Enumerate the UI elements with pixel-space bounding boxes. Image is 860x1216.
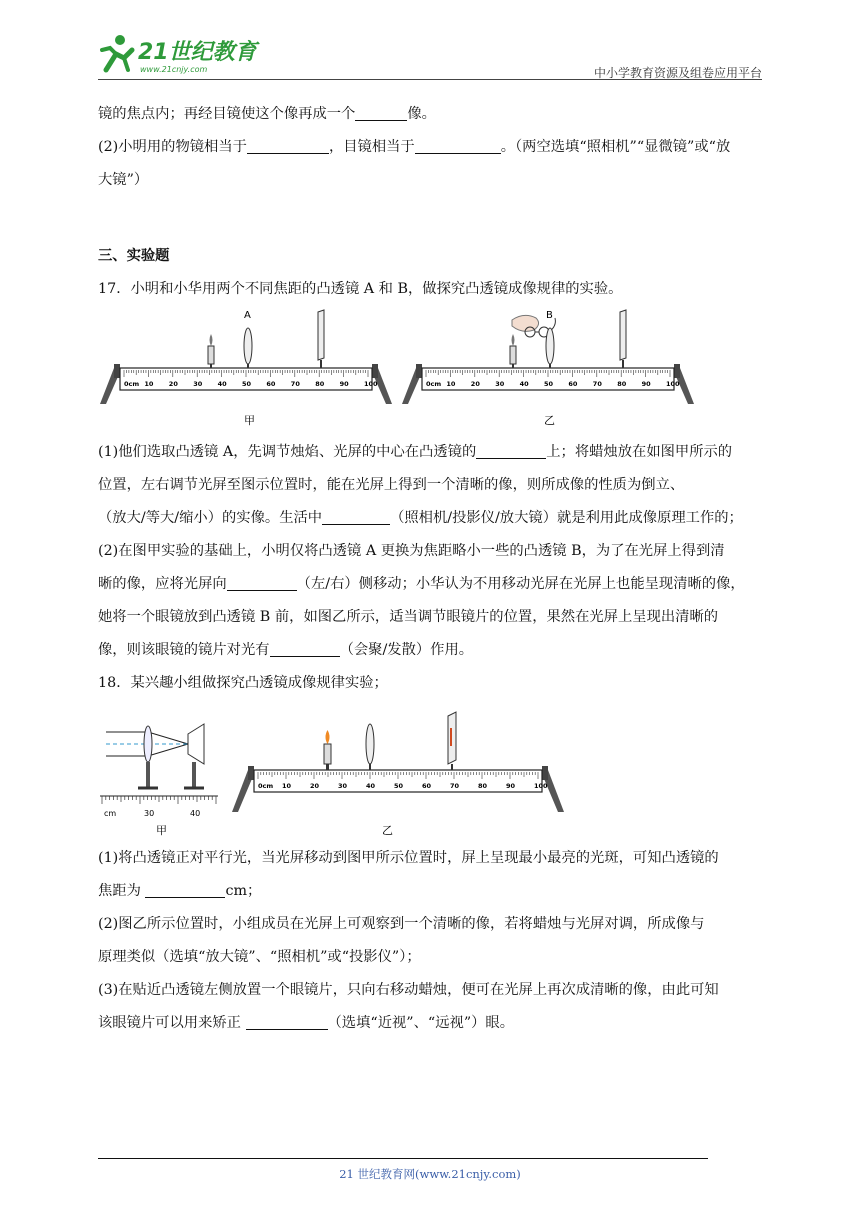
ruler-label: 70	[450, 782, 460, 790]
ruler-label: 30	[338, 782, 348, 790]
text-line	[98, 502, 768, 535]
ruler-label: 40	[217, 380, 227, 388]
ruler-label: 0cm	[258, 782, 274, 790]
text-segment: （会聚/发散）作用。	[339, 642, 474, 658]
runner-icon	[102, 35, 132, 70]
figure-label-jia: 甲	[244, 414, 255, 427]
text-segment: cm；	[225, 883, 262, 899]
text-segment: 。（两空选填“照相机”“显微镜”或“放	[500, 139, 731, 155]
answer-blank[interactable]	[247, 137, 329, 154]
candle-jia	[208, 334, 214, 368]
scale-label: 40	[190, 809, 201, 818]
q18-figure	[98, 710, 578, 840]
text-segment: 像。	[407, 106, 436, 122]
text-segment: (1)他们选取凸透镜 A，先调节烛焰、光屏的中心在凸透镜的	[98, 444, 477, 460]
text-segment: （照相机/投影仪/放大镜）就是利用此成像原理工作的；	[390, 510, 743, 526]
text-segment: (2)小明用的物镜相当于	[98, 139, 247, 155]
convex-lens	[144, 726, 152, 762]
text-line	[98, 941, 768, 974]
text-line	[98, 842, 768, 875]
answer-blank[interactable]	[145, 881, 225, 898]
ruler-label: 30	[495, 380, 505, 388]
ruler-label: 10	[282, 782, 292, 790]
convex-lens-a	[244, 310, 252, 368]
section-title: 三、实验题	[98, 248, 170, 264]
question-18-body	[98, 842, 768, 1040]
ruler-label: 0cm	[124, 380, 140, 388]
ruler-label: 90	[641, 380, 651, 388]
candle-yi	[510, 334, 516, 368]
optical-bench-yi	[402, 310, 694, 427]
text-line	[98, 164, 768, 197]
ruler-label: 100	[364, 380, 378, 388]
text-segment: （左/右）侧移动；小华认为不用移动光屏在光屏上也能呈现清晰的像，	[296, 576, 745, 592]
ruler-label: 100	[666, 380, 680, 388]
ruler-label: 10	[144, 380, 154, 388]
text-line	[98, 568, 768, 601]
question-17-body	[98, 436, 768, 700]
text-segment: ，目镜相当于	[328, 139, 415, 155]
lens-label-b: B	[546, 310, 553, 321]
q17-figure	[98, 302, 708, 430]
answer-blank[interactable]	[355, 104, 407, 121]
text-segment: (1)将凸透镜正对平行光，当光屏移动到图甲所示位置时，屏上呈现最小最亮的光斑，可知凸透镜的	[98, 850, 719, 866]
ruler-label: 60	[266, 380, 276, 388]
ruler-label: 80	[617, 380, 627, 388]
text-line	[98, 131, 768, 164]
ruler-label: 50	[394, 782, 404, 790]
answer-blank[interactable]	[415, 137, 501, 154]
text-line	[98, 469, 768, 502]
ruler-label: 90	[506, 782, 516, 790]
ruler-label: 50	[544, 380, 554, 388]
ruler-label: 20	[310, 782, 320, 790]
text-segment: 上；将蜡烛放在如图甲所示的	[546, 444, 733, 460]
text-line	[98, 535, 768, 568]
figure-label-jia: 甲	[156, 824, 167, 837]
scale-unit: cm	[104, 809, 117, 818]
site-logo	[98, 32, 268, 76]
text-segment: 大镜”）	[98, 172, 149, 188]
convex-lens-b	[546, 310, 554, 368]
text-line	[98, 436, 768, 469]
ruler-label: 0cm	[426, 380, 442, 388]
figure-label-yi: 乙	[544, 414, 555, 427]
light-screen-yi	[620, 310, 626, 368]
text-line	[98, 601, 768, 634]
page-header	[98, 30, 762, 78]
ruler-label: 50	[242, 380, 252, 388]
answer-blank[interactable]	[227, 574, 297, 591]
scale-label: 30	[144, 809, 155, 818]
text-line	[98, 908, 768, 941]
ruler-label: 40	[366, 782, 376, 790]
text-line	[98, 634, 768, 667]
ruler-label: 60	[568, 380, 578, 388]
logo-url: www.21cnjy.com	[140, 65, 208, 74]
lit-candle-icon	[324, 730, 331, 770]
optical-bench-yi	[232, 712, 564, 837]
text-segment: （放大/等大/缩小）的实像。生活中	[98, 510, 323, 526]
text-segment: (3)在贴近凸透镜左侧放置一个眼镜片，只向右移动蜡烛，便可在光屏上再次成清晰的像，由此可知	[98, 982, 719, 998]
text-line	[98, 98, 768, 131]
text-segment: 她将一个眼镜放到凸透镜 B 前，如图乙所示，适当调节眼镜片的位置，果然在光屏上呈现出清晰的	[98, 609, 719, 625]
text-segment: (2)在图甲实验的基础上，小明仅将凸透镜 A 更换为焦距略小一些的凸透镜 B，为了在光屏上得到清	[98, 543, 725, 559]
convex-lens	[366, 724, 374, 770]
text-line	[98, 974, 768, 1007]
light-screen-jia	[318, 310, 324, 368]
ruler-label: 80	[478, 782, 488, 790]
ruler-label: 20	[470, 380, 480, 388]
text-segment: （选填“近视”、“远视”）眼。	[327, 1015, 515, 1031]
small-scale	[102, 796, 216, 804]
light-screen	[188, 724, 204, 764]
text-line	[98, 875, 768, 908]
lens-label-a: A	[244, 310, 251, 321]
ruler-label: 100	[534, 782, 548, 790]
answer-blank[interactable]	[246, 1013, 328, 1030]
focal-length-setup-jia	[100, 724, 218, 837]
question-18-stem: 18．某兴趣小组做探究凸透镜成像规律实验；	[98, 675, 388, 691]
header-platform-name: 中小学教育资源及组卷应用平台	[593, 66, 762, 80]
ruler-label: 40	[519, 380, 529, 388]
header-divider	[98, 79, 762, 80]
answer-blank[interactable]	[322, 508, 390, 525]
question-16-continuation	[98, 98, 768, 197]
ruler-label: 60	[422, 782, 432, 790]
ruler-label: 10	[446, 380, 456, 388]
ruler-label: 80	[315, 380, 325, 388]
page-footer[interactable]: 21 世纪教育网(www.21cnjy.com)	[339, 1167, 521, 1181]
text-segment: 该眼镜片可以用来矫正	[98, 1015, 246, 1031]
section-3	[98, 240, 768, 306]
ruler-label: 20	[168, 380, 178, 388]
text-segment: 像，则该眼镜的镜片对光有	[98, 642, 270, 658]
ruler-label: 70	[592, 380, 602, 388]
answer-blank[interactable]	[476, 442, 546, 459]
text-segment: 焦距为	[98, 883, 146, 899]
text-segment: 镜的焦点内；再经目镜使这个像再成一个	[98, 106, 356, 122]
light-screen-with-image	[448, 712, 456, 770]
optical-bench-jia	[100, 310, 392, 427]
ruler-label: 30	[193, 380, 203, 388]
ruler-label: 90	[339, 380, 349, 388]
logo-text: 21世纪教育	[138, 40, 257, 65]
question-17-stem: 17．小明和小华用两个不同焦距的凸透镜 A 和 B，做探究凸透镜成像规律的实验。	[98, 281, 623, 297]
text-segment: 位置，左右调节光屏至图示位置时，能在光屏上得到一个清晰的像，则所成像的性质为倒立、	[98, 477, 685, 493]
answer-blank[interactable]	[270, 640, 340, 657]
ruler-label: 70	[290, 380, 300, 388]
figure-label-yi: 乙	[382, 824, 393, 837]
footer-divider	[98, 1158, 708, 1159]
text-segment: (2)图乙所示位置时，小组成员在光屏上可观察到一个清晰的像，若将蜡烛与光屏对调，所成像与	[98, 916, 705, 932]
text-segment: 原理类似（选填“放大镜”、“照相机”或“投影仪”）；	[98, 949, 421, 965]
text-line	[98, 1007, 768, 1040]
text-segment: 晰的像，应将光屏向	[98, 576, 227, 592]
